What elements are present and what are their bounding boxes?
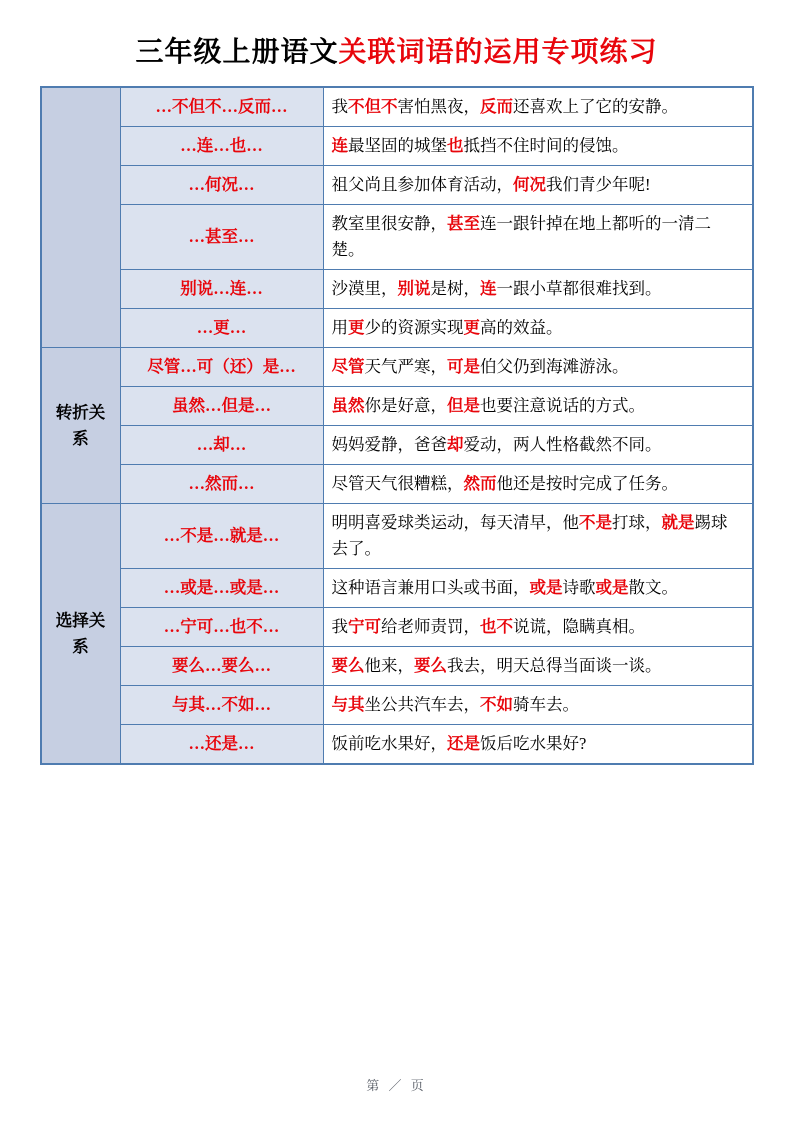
example-text: 坐公共汽车去，: [364, 695, 480, 714]
highlighted-conjunction: 与其: [331, 695, 365, 714]
table-row: [41, 387, 753, 426]
table-row: [41, 465, 753, 504]
category-cell: 转折关系: [41, 348, 121, 504]
example-text: 他还是按时完成了任务。: [496, 474, 678, 493]
example-text: 害怕黑夜，: [397, 97, 480, 116]
keyword-cell: 别说…连…: [120, 270, 323, 309]
table-row: [41, 166, 753, 205]
example-text: 连一跟针掉在地上都听的一清二楚。: [331, 214, 711, 259]
highlighted-conjunction: 但是: [447, 396, 480, 415]
highlighted-conjunction: 不如: [480, 695, 513, 714]
highlighted-conjunction: 尽管: [331, 357, 365, 376]
example-text: 我: [331, 97, 348, 116]
keyword-cell: …甚至…: [120, 205, 323, 270]
keyword-cell: …宁可…也不…: [120, 608, 323, 647]
example-cell: [323, 127, 753, 166]
example-cell: [323, 465, 753, 504]
keyword-cell: …连…也…: [120, 127, 323, 166]
keyword-cell: 虽然…但是…: [120, 387, 323, 426]
example-text: 诗歌: [562, 578, 596, 597]
example-text: 说谎，隐瞒真相。: [513, 617, 645, 636]
highlighted-conjunction: 虽然: [331, 396, 365, 415]
example-text: 明明喜爱球类运动，每天清早，他: [331, 513, 579, 532]
highlighted-conjunction: 更: [463, 318, 480, 337]
example-cell: [323, 608, 753, 647]
keyword-cell: 尽管…可（还）是…: [120, 348, 323, 387]
example-text: 祖父尚且参加体育活动，: [331, 175, 513, 194]
table-row: [41, 647, 753, 686]
highlighted-conjunction: 要么: [331, 656, 365, 675]
example-text: 教室里很安静，: [331, 214, 447, 233]
example-cell: [323, 647, 753, 686]
table-row: [41, 686, 753, 725]
example-text: 还喜欢上了它的安静。: [513, 97, 678, 116]
page-title-red: 关联词语的运用专项练习: [338, 37, 658, 68]
example-text: 抵挡不住时间的侵蚀。: [463, 136, 629, 155]
highlighted-conjunction: 还是: [447, 734, 480, 753]
example-text: 这种语言兼用口头或书面，: [331, 578, 530, 597]
highlighted-conjunction: 要么: [414, 656, 447, 675]
example-text: 爱动，两人性格截然不同。: [463, 435, 662, 454]
example-text: 骑车去。: [513, 695, 579, 714]
example-text: 他来，: [364, 656, 414, 675]
example-cell: [323, 725, 753, 765]
table-row: [41, 87, 753, 127]
conjunction-table: [40, 86, 754, 765]
highlighted-conjunction: 连: [331, 136, 348, 155]
keyword-cell: …何况…: [120, 166, 323, 205]
example-text: 饭后吃水果好?: [480, 734, 587, 753]
example-cell: [323, 309, 753, 348]
example-text: 饭前吃水果好，: [331, 734, 447, 753]
page-title: [36, 34, 757, 72]
highlighted-conjunction: 然而: [463, 474, 497, 493]
table-row: [41, 309, 753, 348]
example-text: 我去，明天总得当面谈一谈。: [447, 656, 662, 675]
table-row: [41, 205, 753, 270]
table-row: [41, 608, 753, 647]
highlighted-conjunction: 反而: [480, 97, 513, 116]
highlighted-conjunction: 连: [480, 279, 497, 298]
example-text: 你是好意，: [364, 396, 447, 415]
example-text: 沙漠里，: [331, 279, 398, 298]
highlighted-conjunction: 或是: [529, 578, 563, 597]
example-text: 高的效益。: [480, 318, 563, 337]
table-row: [41, 569, 753, 608]
example-text: 也要注意说话的方式。: [480, 396, 645, 415]
highlighted-conjunction: 就是: [661, 513, 695, 532]
table-row: [41, 504, 753, 569]
example-text: 尽管天气很糟糕，: [331, 474, 464, 493]
example-text: 踢球去了。: [331, 513, 728, 558]
example-text: 用: [331, 318, 348, 337]
highlighted-conjunction: 可是: [447, 357, 480, 376]
example-cell: [323, 569, 753, 608]
category-cell: 选择关系: [41, 504, 121, 765]
keyword-cell: …更…: [120, 309, 323, 348]
highlighted-conjunction: 不但不: [348, 97, 398, 116]
page-footer: 第 ／ 页: [366, 1078, 427, 1093]
example-text: 少的资源实现: [364, 318, 464, 337]
example-text: 伯父仍到海滩游泳。: [480, 357, 629, 376]
table-row: [41, 270, 753, 309]
highlighted-conjunction: 宁可: [348, 617, 381, 636]
highlighted-conjunction: 别说: [397, 279, 431, 298]
example-text: 我: [331, 617, 348, 636]
example-cell: [323, 270, 753, 309]
highlighted-conjunction: 何况: [513, 175, 546, 194]
example-cell: [323, 686, 753, 725]
keyword-cell: …不但不…反而…: [120, 87, 323, 127]
example-cell: [323, 87, 753, 127]
example-cell: [323, 166, 753, 205]
example-text: 我们青少年呢!: [546, 175, 651, 194]
example-text: 最坚固的城堡: [348, 136, 447, 155]
example-text: 散文。: [628, 578, 678, 597]
example-text: 一跟小草都很难找到。: [496, 279, 662, 298]
table-row: [41, 725, 753, 765]
category-cell: [41, 87, 121, 348]
example-text: 天气严寒，: [364, 357, 447, 376]
keyword-cell: …不是…就是…: [120, 504, 323, 569]
keyword-cell: …或是…或是…: [120, 569, 323, 608]
example-text: 妈妈爱静，爸爸: [331, 435, 447, 454]
highlighted-conjunction: 也不: [480, 617, 513, 636]
highlighted-conjunction: 也: [447, 136, 464, 155]
highlighted-conjunction: 更: [348, 318, 365, 337]
example-cell: [323, 205, 753, 270]
table-row: [41, 426, 753, 465]
example-cell: [323, 387, 753, 426]
example-text: 给老师责罚，: [381, 617, 480, 636]
keyword-cell: …还是…: [120, 725, 323, 765]
highlighted-conjunction: 却: [447, 435, 464, 454]
table-body: [41, 87, 753, 764]
highlighted-conjunction: 甚至: [447, 214, 480, 233]
keyword-cell: …却…: [120, 426, 323, 465]
keyword-cell: …然而…: [120, 465, 323, 504]
keyword-cell: 与其…不如…: [120, 686, 323, 725]
table-row: [41, 127, 753, 166]
keyword-cell: 要么…要么…: [120, 647, 323, 686]
example-text: 是树，: [430, 279, 480, 298]
example-cell: [323, 426, 753, 465]
example-text: 打球，: [612, 513, 662, 532]
table-row: [41, 348, 753, 387]
highlighted-conjunction: 不是: [579, 513, 612, 532]
example-cell: [323, 504, 753, 569]
highlighted-conjunction: 或是: [595, 578, 629, 597]
page-title-black: 三年级上册语文: [135, 37, 339, 68]
example-cell: [323, 348, 753, 387]
